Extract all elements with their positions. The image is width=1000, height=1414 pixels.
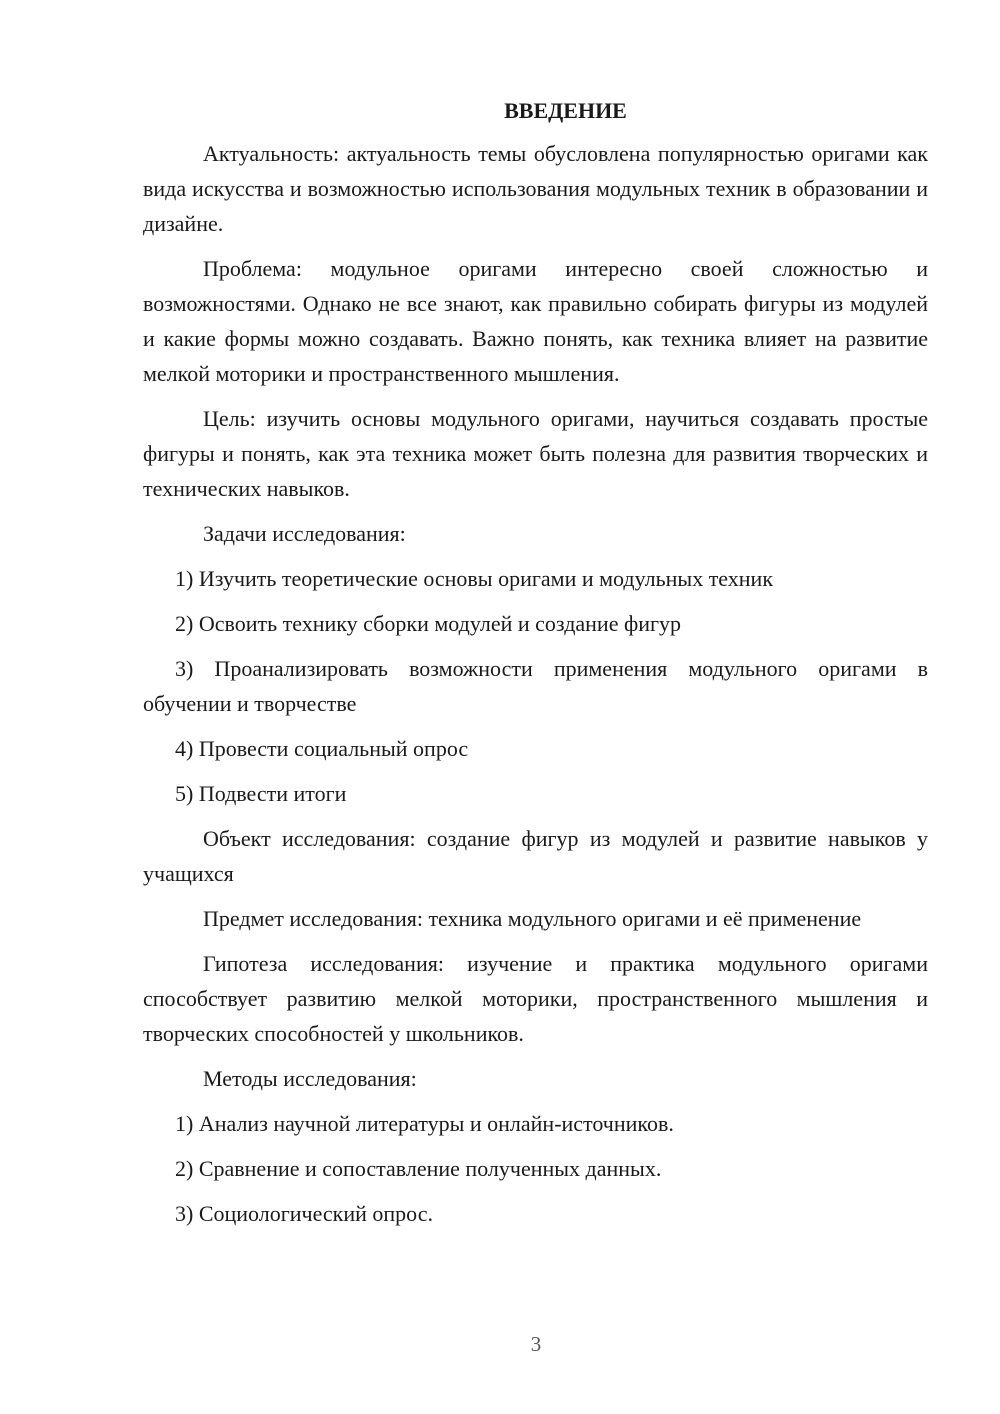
subject-paragraph: Предмет исследования: техника модульного оригами и её применение <box>203 906 862 931</box>
problem-paragraph: Проблема: модульное оригами интересно своей сложностью и возможностями. Однако не все знают, как правильно собирать фигуры из модулей и какие формы можно создавать. Важно понять, как техника влияет на развитие мелкой моторики и пространственного мышления. <box>143 256 928 386</box>
page-content <box>143 93 928 1241</box>
hypothesis-paragraph: Гипотеза исследования: изучение и практика модульного оригами способствует развитию мелкой моторики, пространственного мышления и творческих способностей у школьников. <box>143 951 928 1046</box>
page-number: 3 <box>530 1332 542 1356</box>
section-heading: ВВЕДЕНИЕ <box>504 98 627 123</box>
task-item-4: 4) Провести социальный опрос <box>175 736 469 761</box>
method-item-1: 1) Анализ научной литературы и онлайн-источников. <box>175 1111 674 1136</box>
goal-paragraph: Цель: изучить основы модульного оригами, научиться создавать простые фигуры и понять, как эта техника может быть полезна для развития творческих и технических навыков. <box>143 406 928 501</box>
method-item-2: 2) Сравнение и сопоставление полученных данных. <box>175 1156 662 1181</box>
task-item-5: 5) Подвести итоги <box>175 781 347 806</box>
task-item-3: 3) Проанализировать возможности применения модульного оригами в обучении и творчестве <box>143 656 928 716</box>
task-item-1: 1) Изучить теоретические основы оригами и модульных техник <box>175 566 774 591</box>
methods-label: Методы исследования: <box>203 1066 417 1091</box>
method-item-3: 3) Социологический опрос. <box>175 1201 433 1226</box>
task-item-2: 2) Освоить технику сборки модулей и создание фигур <box>175 611 682 636</box>
relevance-paragraph: Актуальность: актуальность темы обусловлена популярностью оригами как вида искусства и возможностью использования модульных техник в образовании и дизайне. <box>143 141 928 236</box>
tasks-label: Задачи исследования: <box>203 521 406 546</box>
object-paragraph: Объект исследования: создание фигур из модулей и развитие навыков у учащихся <box>143 826 928 886</box>
